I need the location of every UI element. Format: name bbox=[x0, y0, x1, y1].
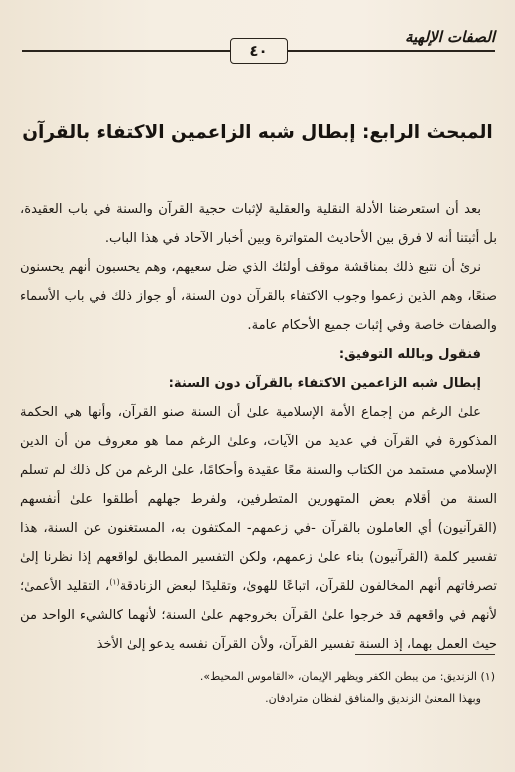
paragraph bbox=[20, 398, 497, 659]
page-header bbox=[22, 28, 495, 62]
paragraph: نرئ أن نتبع ذلك بمناقشة موقف أولئك الذي ضل سعيهم، وهم يحسبون أنهم يحسنون صنعًا، وهم الذين زعموا وجوب الاكتفاء بالقرآن دون السنة، أو جواز ذلك في باب الأسماء والصفات خاصة وفي إثبات جميع الأحكام عامة. bbox=[20, 260, 497, 333]
footnote-rule bbox=[355, 654, 495, 655]
running-title: الصفات الإلهية bbox=[404, 28, 495, 46]
body-text bbox=[20, 195, 497, 659]
footnote: (١) الزنديق: من يبطن الكفر ويظهر الإيمان، «القاموس المحيط». bbox=[199, 670, 495, 683]
page-number: ٤٠ bbox=[230, 38, 288, 64]
chapter-title: المبحث الرابع: إبطال شبه الزاعمين الاكتفاء بالقرآن bbox=[22, 122, 493, 143]
paragraph-text: علىٰ الرغم من إجماع الأمة الإسلامية علىٰ أن السنة صنو القرآن، وأنها هي الحكمة المذكورة في القرآن في عديد من الآيات، وعلىٰ الرغم مما هو معروف من أن الدين الإسلامي مستمد من الكتاب والسنة معًا عقيدة وأحكامًا، علىٰ الرغم من كل ذلك لم تسلم السنة من أقلام بعض المتهورين المتطرفين، ولفرط جهلهم أطلقوا علىٰ أنفسهم (القرآنيون) أي العاملون بالقرآن -في زعمهم- المكتفون به، المستغنون عن السنة، هذا تفسير كلمة (القرآنيون) بناء علىٰ زعمهم، ولكن التفسير المطابق لواقعهم إذا نظرنا إلىٰ تصرفاتهم أنهم المخالفون للقرآن، اتباعًا للهوىٰ، وتقليدًا لبعض الزنادقة bbox=[20, 405, 497, 594]
footnote-marker[interactable]: (١) bbox=[109, 577, 120, 587]
footnotes bbox=[20, 666, 495, 710]
footnote-continuation: وبهذا المعنىٰ الزنديق والمنافق لفظان مترادفان. bbox=[265, 692, 481, 705]
paragraph: بعد أن استعرضنا الأدلة النقلية والعقلية لإثبات حجية القرآن والسنة في باب العقيدة، بل أثبتنا أنه لا فرق بين الأحاديث المتواترة وبين أخبار الآحاد في هذا الباب. bbox=[20, 202, 497, 246]
paragraph-text: ، التقليد الأعمىٰ؛ لأنهم في واقعهم قد خرجوا علىٰ القرآن بخروجهم علىٰ السنة؛ لأنهما كالشيء الواحد من حيث العمل بهما، إذ السنة تفسير القرآن، ولأن القرآن نفسه يدعو إلىٰ الأخذ bbox=[20, 579, 497, 652]
paragraph-lead-in: فنقول وبالله التوفيق: bbox=[338, 347, 481, 362]
section-subheading: إبطال شبه الزاعمين الاكتفاء بالقرآن دون السنة: bbox=[168, 376, 481, 391]
